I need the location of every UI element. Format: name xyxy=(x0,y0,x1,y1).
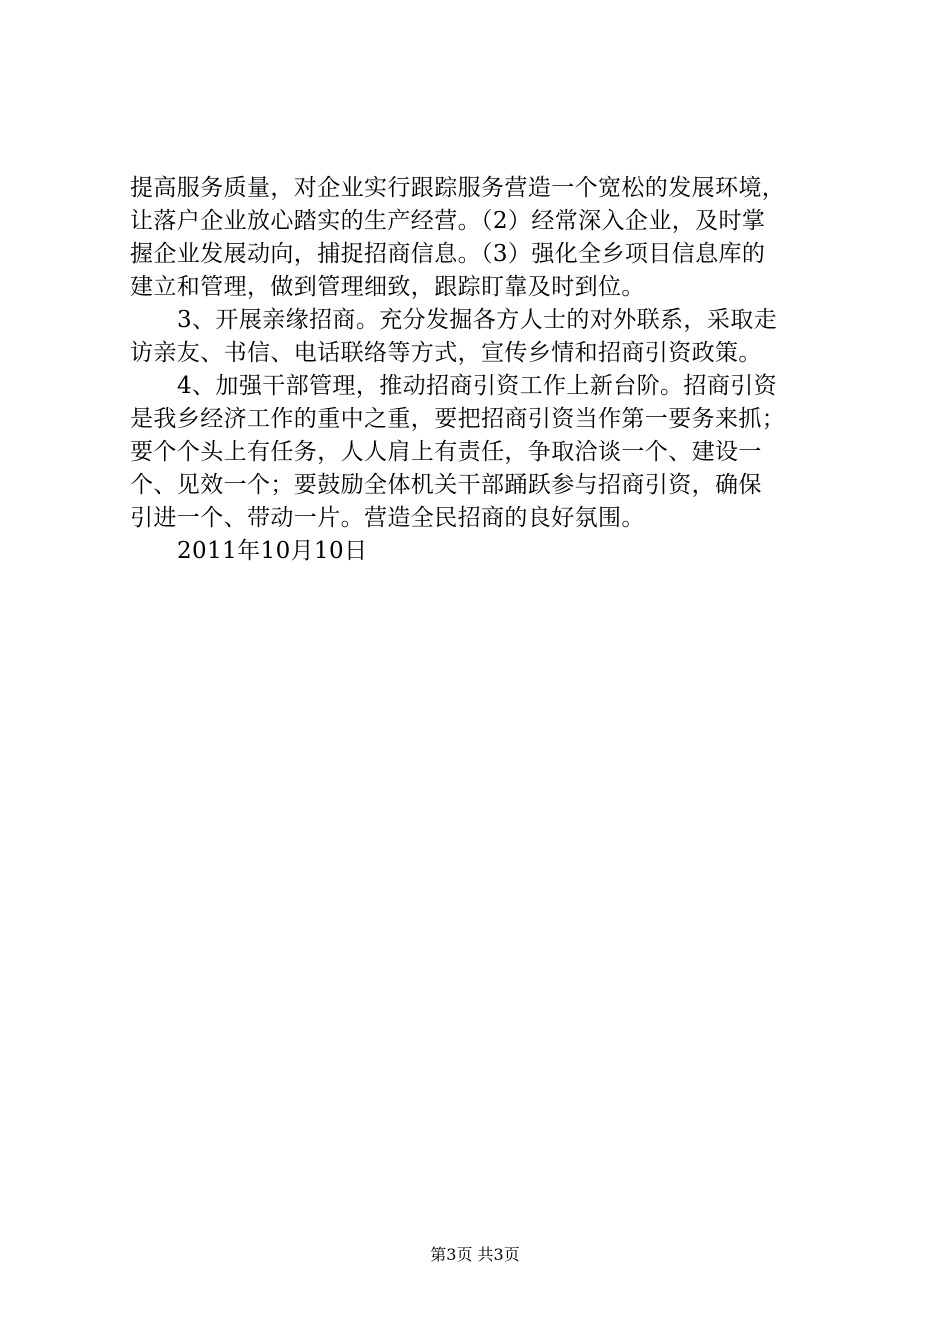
body-text xyxy=(130,172,830,568)
text-line: 提高服务质量，对企业实行跟踪服务营造一个宽松的发展环境， xyxy=(130,175,786,201)
text-line: 建立和管理，做到管理细致，跟踪盯靠及时到位。 xyxy=(130,274,645,300)
page-footer: 第3页 共3页 xyxy=(430,1245,520,1264)
document-date: 2011年10月10日 xyxy=(177,538,368,564)
text-line: 引进一个、带动一片。营造全民招商的良好氛围。 xyxy=(130,505,645,531)
text-line: 是我乡经济工作的重中之重，要把招商引资当作第一要务来抓； xyxy=(130,406,786,432)
paragraph-3-start: 3、开展亲缘招商。充分发掘各方人士的对外联系，采取走 xyxy=(177,307,778,333)
text-line: 访亲友、书信、电话联络等方式，宣传乡情和招商引资政策。 xyxy=(130,340,762,366)
text-line: 握企业发展动向，捕捉招商信息。（3）强化全乡项目信息库的 xyxy=(130,241,766,267)
text-line: 要个个头上有任务，人人肩上有责任，争取洽谈一个、建设一 xyxy=(130,439,762,465)
text-line: 让落户企业放心踏实的生产经营。（2）经常深入企业，及时掌 xyxy=(130,208,766,234)
paragraph-4-start: 4、加强干部管理，推动招商引资工作上新台阶。招商引资 xyxy=(177,373,778,399)
text-line: 个、见效一个；要鼓励全体机关干部踊跃参与招商引资，确保 xyxy=(130,472,762,498)
